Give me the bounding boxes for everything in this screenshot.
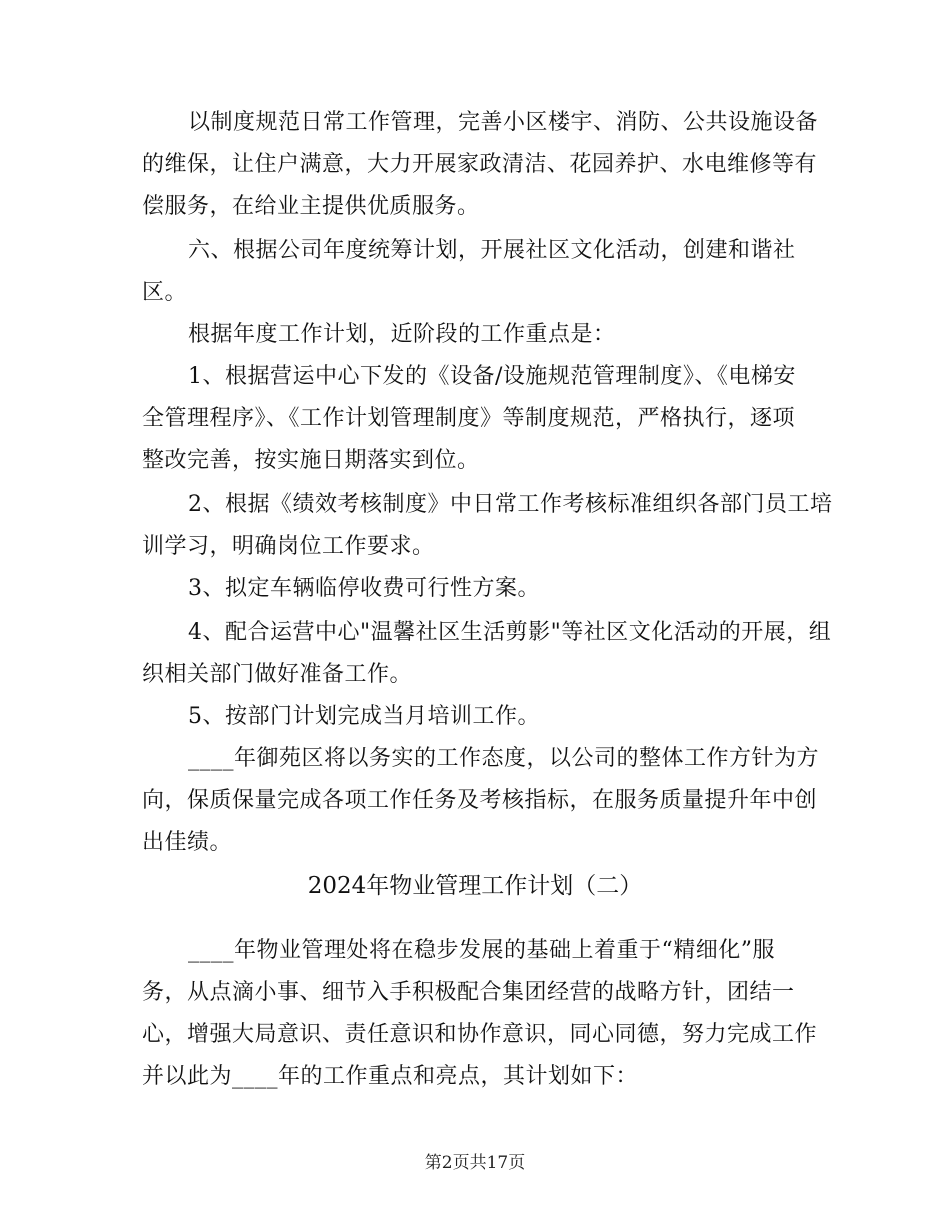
paragraph-line: 区。 (142, 280, 188, 305)
paragraph-line: 训学习，明确岗位工作要求。 (142, 534, 435, 559)
paragraph-line: 4、配合运营中心"温馨社区生活剪影"等社区文化活动的开展，组 (188, 620, 832, 645)
paragraph-line: ____年御苑区将以务实的工作态度，以公司的整体工作方针为方 (188, 746, 820, 771)
paragraph-line: 2、根据《绩效考核制度》中日常工作考核标准组织各部门员工培 (188, 492, 833, 517)
paragraph-line: 偿服务，在给业主提供优质服务。 (142, 194, 480, 219)
paragraph-line: 整改完善，按实施日期落实到位。 (142, 448, 480, 473)
paragraph-line: 根据年度工作计划，近阶段的工作重点是： (188, 322, 616, 347)
paragraph-line: 六、根据公司年度统筹计划，开展社区文化活动，创建和谐社 (188, 238, 796, 263)
section-title: 2024年物业管理工作计划（二） (307, 873, 643, 899)
page-number: 第2页共17页 (424, 1153, 526, 1173)
paragraph-line: ____年物业管理处将在稳步发展的基础上着重于“精细化”服 (188, 938, 775, 963)
paragraph-line: 的维保，让住户满意，大力开展家政清洁、花园养护、水电维修等有 (142, 152, 818, 177)
paragraph-line: 以制度规范日常工作管理，完善小区楼宇、消防、公共设施设备 (188, 110, 819, 135)
paragraph-line: 务，从点滴小事、细节入手积极配合集团经营的战略方针，团结一 (142, 980, 795, 1005)
paragraph-line: 出佳绩。 (142, 830, 233, 855)
paragraph-line: 并以此为____年的工作重点和亮点，其计划如下： (142, 1064, 639, 1089)
paragraph-line: 全管理程序》、《工作计划管理制度》等制度规范，严格执行，逐项 (142, 406, 796, 431)
paragraph-line: 1、根据营运中心下发的《设备/设施规范管理制度》、《电梯安 (188, 364, 796, 389)
paragraph-line: 织相关部门做好准备工作。 (142, 662, 413, 687)
paragraph-line: 5、按部门计划完成当月培训工作。 (188, 704, 540, 729)
paragraph-line: 向，保质保量完成各项工作任务及考核指标，在服务质量提升年中创 (142, 788, 818, 813)
paragraph-line: 心，增强大局意识、责任意识和协作意识，同心同德，努力完成工作 (142, 1022, 818, 1047)
paragraph-line: 3、拟定车辆临停收费可行性方案。 (188, 576, 540, 601)
